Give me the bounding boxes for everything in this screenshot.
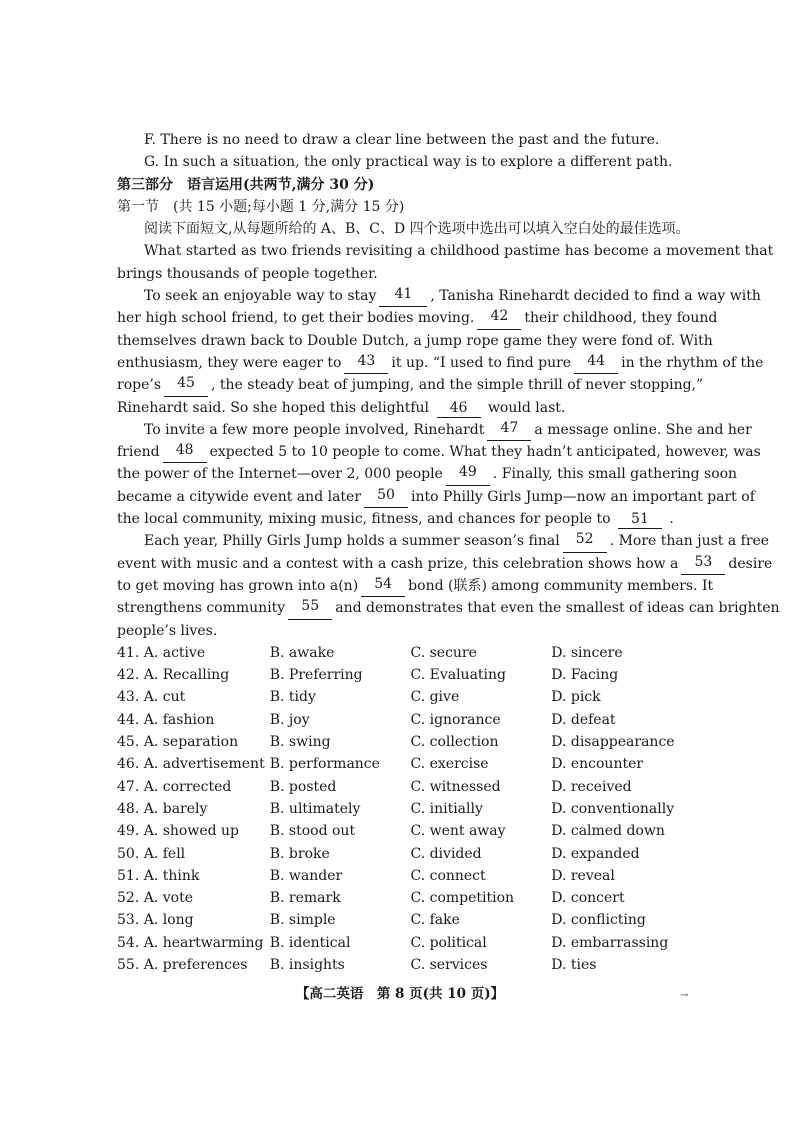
question-row <box>117 909 691 931</box>
option-c: C. fake <box>410 912 460 929</box>
passage-line: rope’s 45 , the steady beat of jumping, and the simple thrill of never stopping,” <box>117 374 691 396</box>
blank-41: 41 <box>379 285 427 307</box>
option-b: B. stood out <box>269 823 356 840</box>
question-row <box>117 887 691 909</box>
question-row <box>117 820 691 842</box>
corner-mark: → <box>680 990 689 1001</box>
question-row <box>117 642 691 664</box>
option-c: C. competition <box>410 890 515 907</box>
option-c: C. secure <box>410 644 477 661</box>
passage-line: themselves drawn back to Double Dutch, a jump rope game they were fond of. With <box>117 332 713 349</box>
option-d: D. defeat <box>551 711 616 728</box>
option-c: C. went away <box>410 823 506 840</box>
option-c: C. political <box>410 934 487 951</box>
option-d: D. disappearance <box>551 734 675 751</box>
option-a: 50. A. fell <box>117 845 186 862</box>
blank-51: 51 <box>618 510 662 529</box>
part-title: 第三部分 语言运用(共两节,满分 30 分) <box>117 176 375 193</box>
option-a: 49. A. showed up <box>117 823 240 840</box>
option-b: B. remark <box>269 890 341 907</box>
option-d: D. calmed down <box>551 823 665 840</box>
option-d: D. concert <box>551 890 625 907</box>
passage-line: the local community, mixing music, fitness, and chances for people to 51 . <box>117 511 674 528</box>
option-b: B. swing <box>269 734 331 751</box>
option-b: B. ultimately <box>269 800 361 817</box>
passage-line: Rinehardt said. So she hoped this delightful 46 would last. <box>117 399 566 416</box>
blank-45: 45 <box>164 374 208 396</box>
question-row <box>117 709 691 731</box>
blank-49: 49 <box>446 463 490 485</box>
option-d: D. conflicting <box>551 912 646 929</box>
option-b: B. simple <box>269 912 336 929</box>
question-row <box>117 798 691 820</box>
question-row <box>117 731 691 753</box>
blank-50: 50 <box>364 486 408 508</box>
option-c: C. divided <box>410 845 482 862</box>
option-a: 44. A. fashion <box>117 711 215 728</box>
option-a: 46. A. advertisement <box>117 756 265 773</box>
option-a: 45. A. separation <box>117 734 239 751</box>
blank-52: 52 <box>563 530 607 552</box>
option-b: B. posted <box>269 778 337 795</box>
question-row <box>117 843 691 865</box>
blank-46: 46 <box>437 399 481 418</box>
option-a: 55. A. preferences <box>117 956 248 973</box>
blank-48: 48 <box>163 441 207 463</box>
blank-53: 53 <box>681 553 725 575</box>
question-row <box>117 932 691 954</box>
option-a: 54. A. heartwarming <box>117 934 264 951</box>
question-row <box>117 954 691 976</box>
option-b: B. identical <box>269 934 351 951</box>
option-c: C. Evaluating <box>410 667 506 684</box>
passage-line: To invite a few more people involved, Rinehardt 47 a message online. She and her <box>117 419 691 441</box>
option-f-line: F. There is no need to draw a clear line between the past and the future. <box>144 132 660 148</box>
option-a: 53. A. long <box>117 912 194 929</box>
option-a: 41. A. active <box>117 644 206 661</box>
option-d: D. expanded <box>551 845 640 862</box>
option-d: D. embarrassing <box>551 934 669 951</box>
option-b: B. insights <box>269 956 345 973</box>
blank-47: 47 <box>487 419 531 441</box>
blank-55: 55 <box>288 597 332 619</box>
option-d: D. Facing <box>551 667 619 684</box>
option-a: 42. A. Recalling <box>117 667 230 684</box>
question-row <box>117 686 691 708</box>
blank-43: 43 <box>344 352 388 374</box>
passage-line: people’s lives. <box>117 622 218 639</box>
option-b: B. performance <box>269 756 380 773</box>
option-d: D. reveal <box>551 867 615 884</box>
option-c: C. witnessed <box>410 778 501 795</box>
option-g-line: G. In such a situation, the only practical way is to explore a different path. <box>144 154 673 171</box>
option-b: B. wander <box>269 867 343 884</box>
passage-line: To seek an enjoyable way to stay 41 , Tanisha Rinehardt decided to find a way with <box>117 285 691 307</box>
passage-line: enthusiasm, they were eager to 43 it up. “I used to find pure 44 in the rhythm of the <box>117 352 691 374</box>
blank-44: 44 <box>574 352 618 374</box>
option-c: C. connect <box>410 867 486 884</box>
question-row <box>117 753 691 775</box>
instruction: 阅读下面短文,从每题所给的 A、B、C、D 四个选项中选出可以填入空白处的最佳选项。 <box>144 221 690 238</box>
option-c: C. services <box>410 956 488 973</box>
option-a: 51. A. think <box>117 867 200 884</box>
option-a: 48. A. barely <box>117 800 208 817</box>
option-d: D. pick <box>551 689 601 706</box>
option-b: B. broke <box>269 845 330 862</box>
option-d: D. sincere <box>551 644 623 661</box>
answer-options <box>117 642 691 976</box>
passage-line: friend 48 expected 5 to 10 people to come. What they hadn’t anticipated, however, was <box>117 441 691 463</box>
passage-line: became a citywide event and later 50 into Philly Girls Jump—now an important part of <box>117 486 691 508</box>
option-c: C. ignorance <box>410 711 501 728</box>
option-b: B. tidy <box>269 689 316 706</box>
option-c: C. give <box>410 689 460 706</box>
option-b: B. joy <box>269 711 310 728</box>
section-title: 第一节 (共 15 小题;每小题 1 分,满分 15 分) <box>117 198 405 215</box>
option-d: D. received <box>551 778 632 795</box>
passage-line: to get moving has grown into a(n) 54 bond (联系) among community members. It <box>117 575 691 597</box>
option-c: C. collection <box>410 734 499 751</box>
option-d: D. encounter <box>551 756 644 773</box>
blank-54: 54 <box>361 575 405 597</box>
blank-42: 42 <box>477 307 521 329</box>
option-a: 43. A. cut <box>117 689 186 706</box>
passage-line: What started as two friends revisiting a childhood pastime has become a movement that <box>144 243 774 260</box>
option-c: C. exercise <box>410 756 489 773</box>
passage-line: her high school friend, to get their bodies moving. 42 their childhood, they found <box>117 307 691 329</box>
option-d: D. ties <box>551 956 597 973</box>
option-b: B. Preferring <box>269 667 363 684</box>
option-c: C. initially <box>410 800 483 817</box>
question-row <box>117 776 691 798</box>
option-a: 52. A. vote <box>117 890 193 907</box>
passage-line: Each year, Philly Girls Jump holds a summer season’s final 52 . More than just a free <box>117 530 691 552</box>
passage-line: brings thousands of people together. <box>117 265 378 282</box>
option-d: D. conventionally <box>551 800 675 817</box>
passage-line: the power of the Internet—over 2, 000 people 49 . Finally, this small gathering soon <box>117 463 691 485</box>
page-footer: 【高二英语 第 8 页(共 10 页)】 <box>295 986 505 1002</box>
option-b: B. awake <box>269 644 335 661</box>
option-a: 47. A. corrected <box>117 778 232 795</box>
question-row <box>117 865 691 887</box>
question-row <box>117 664 691 686</box>
passage-line: strengthens community 55 and demonstrates that even the smallest of ideas can brighten <box>117 597 691 619</box>
passage-line: event with music and a contest with a cash prize, this celebration shows how a 53 desire <box>117 553 691 575</box>
page-content <box>117 129 780 976</box>
